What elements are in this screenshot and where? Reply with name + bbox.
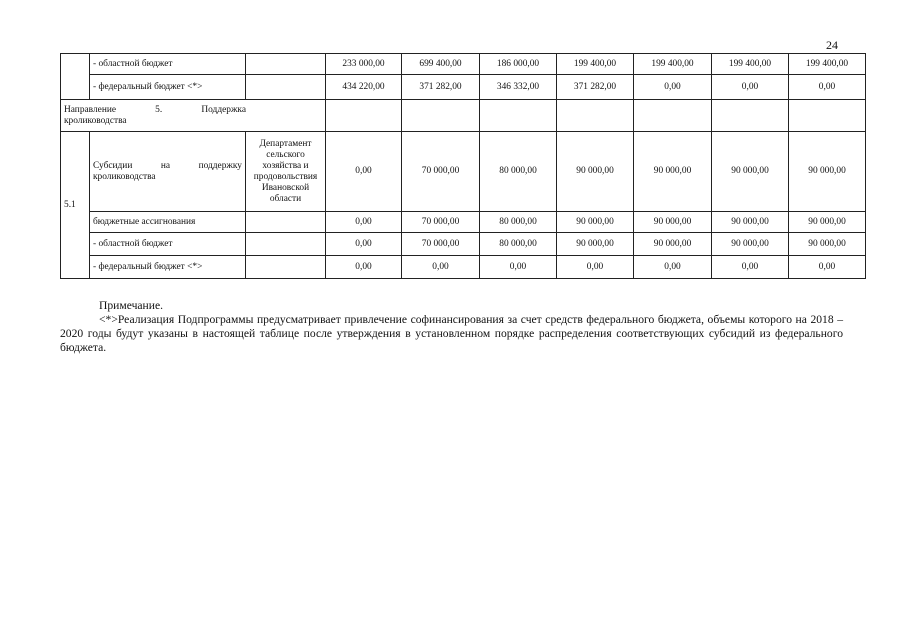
value-cell: 0,00	[789, 75, 866, 100]
budget-table	[60, 53, 866, 279]
value-cell: 0,00	[402, 256, 480, 279]
row-label: бюджетные ассигнования	[90, 212, 246, 233]
empty-cell	[789, 100, 866, 132]
empty-cell	[402, 100, 480, 132]
table-row	[61, 256, 866, 279]
empty-cell	[326, 100, 402, 132]
value-cell: 0,00	[712, 75, 789, 100]
direction-heading-line: кролиководства	[64, 115, 127, 126]
executor-cell	[246, 54, 326, 75]
value-cell: 70 000,00	[402, 212, 480, 233]
page-number: 24	[826, 38, 838, 52]
table-row	[61, 54, 866, 75]
value-cell: 346 332,00	[480, 75, 557, 100]
value-cell: 70 000,00	[402, 132, 480, 212]
executor-department	[246, 132, 326, 212]
department-line: сельского	[266, 149, 305, 160]
department-line: Департамент	[259, 138, 312, 149]
value-cell: 0,00	[480, 256, 557, 279]
row-label: - областной бюджет	[90, 54, 246, 75]
department-line: Ивановской	[261, 182, 310, 193]
executor-cell	[246, 75, 326, 100]
value-cell: 0,00	[326, 256, 402, 279]
value-cell: 0,00	[634, 256, 712, 279]
value-cell: 233 000,00	[326, 54, 402, 75]
direction-heading-line: Направление 5. Поддержка	[64, 104, 246, 115]
value-cell: 90 000,00	[789, 233, 866, 256]
footnote-title: Примечание.	[99, 299, 163, 312]
value-cell: 90 000,00	[712, 132, 789, 212]
executor-cell	[246, 233, 326, 256]
table-row	[61, 75, 866, 100]
value-cell: 90 000,00	[634, 233, 712, 256]
value-cell: 80 000,00	[480, 233, 557, 256]
value-cell: 699 400,00	[402, 54, 480, 75]
value-cell: 80 000,00	[480, 212, 557, 233]
executor-cell	[246, 256, 326, 279]
value-cell: 90 000,00	[557, 212, 634, 233]
department-line: хозяйства и	[262, 160, 309, 171]
value-cell: 90 000,00	[789, 132, 866, 212]
value-cell: 0,00	[557, 256, 634, 279]
empty-cell	[557, 100, 634, 132]
value-cell: 0,00	[326, 212, 402, 233]
value-cell: 90 000,00	[634, 132, 712, 212]
table-row	[61, 233, 866, 256]
item-title-line: кролиководства	[93, 171, 156, 182]
value-cell: 371 282,00	[557, 75, 634, 100]
table-row	[61, 212, 866, 233]
row-label: - федеральный бюджет <*>	[90, 256, 246, 279]
value-cell: 434 220,00	[326, 75, 402, 100]
item-title	[90, 132, 246, 212]
row-label: - областной бюджет	[90, 233, 246, 256]
value-cell: 199 400,00	[634, 54, 712, 75]
empty-cell	[480, 100, 557, 132]
empty-cell	[634, 100, 712, 132]
number-cell	[61, 54, 90, 100]
value-cell: 90 000,00	[712, 212, 789, 233]
value-cell: 80 000,00	[480, 132, 557, 212]
value-cell: 186 000,00	[480, 54, 557, 75]
row-label: - федеральный бюджет <*>	[90, 75, 246, 100]
executor-cell	[246, 212, 326, 233]
footnote	[60, 299, 843, 355]
item-row	[61, 132, 866, 212]
value-cell: 90 000,00	[634, 212, 712, 233]
value-cell: 90 000,00	[712, 233, 789, 256]
direction-heading	[61, 100, 326, 132]
value-cell: 199 400,00	[712, 54, 789, 75]
department-line: области	[269, 193, 302, 204]
value-cell: 90 000,00	[789, 212, 866, 233]
value-cell: 0,00	[712, 256, 789, 279]
value-cell: 199 400,00	[789, 54, 866, 75]
value-cell: 199 400,00	[557, 54, 634, 75]
department-line: продовольствия	[253, 171, 318, 182]
value-cell: 70 000,00	[402, 233, 480, 256]
value-cell: 0,00	[789, 256, 866, 279]
empty-cell	[712, 100, 789, 132]
direction-row	[61, 100, 866, 132]
value-cell: 90 000,00	[557, 132, 634, 212]
item-number: 5.1	[61, 132, 90, 279]
value-cell: 90 000,00	[557, 233, 634, 256]
value-cell: 371 282,00	[402, 75, 480, 100]
item-title-line: Субсидии на поддержку	[93, 160, 242, 171]
value-cell: 0,00	[634, 75, 712, 100]
footnote-text: <*>Реализация Подпрограммы предусматривает привлечение софинансирования за счет средств федерального бюджета, объемы которого на 2018 – 2020 годы будут указаны в настоящей таблице после утверждения в установленном порядке распределения соответствующих субсидий из федерального бюджета.	[60, 313, 843, 354]
value-cell: 0,00	[326, 233, 402, 256]
value-cell: 0,00	[326, 132, 402, 212]
